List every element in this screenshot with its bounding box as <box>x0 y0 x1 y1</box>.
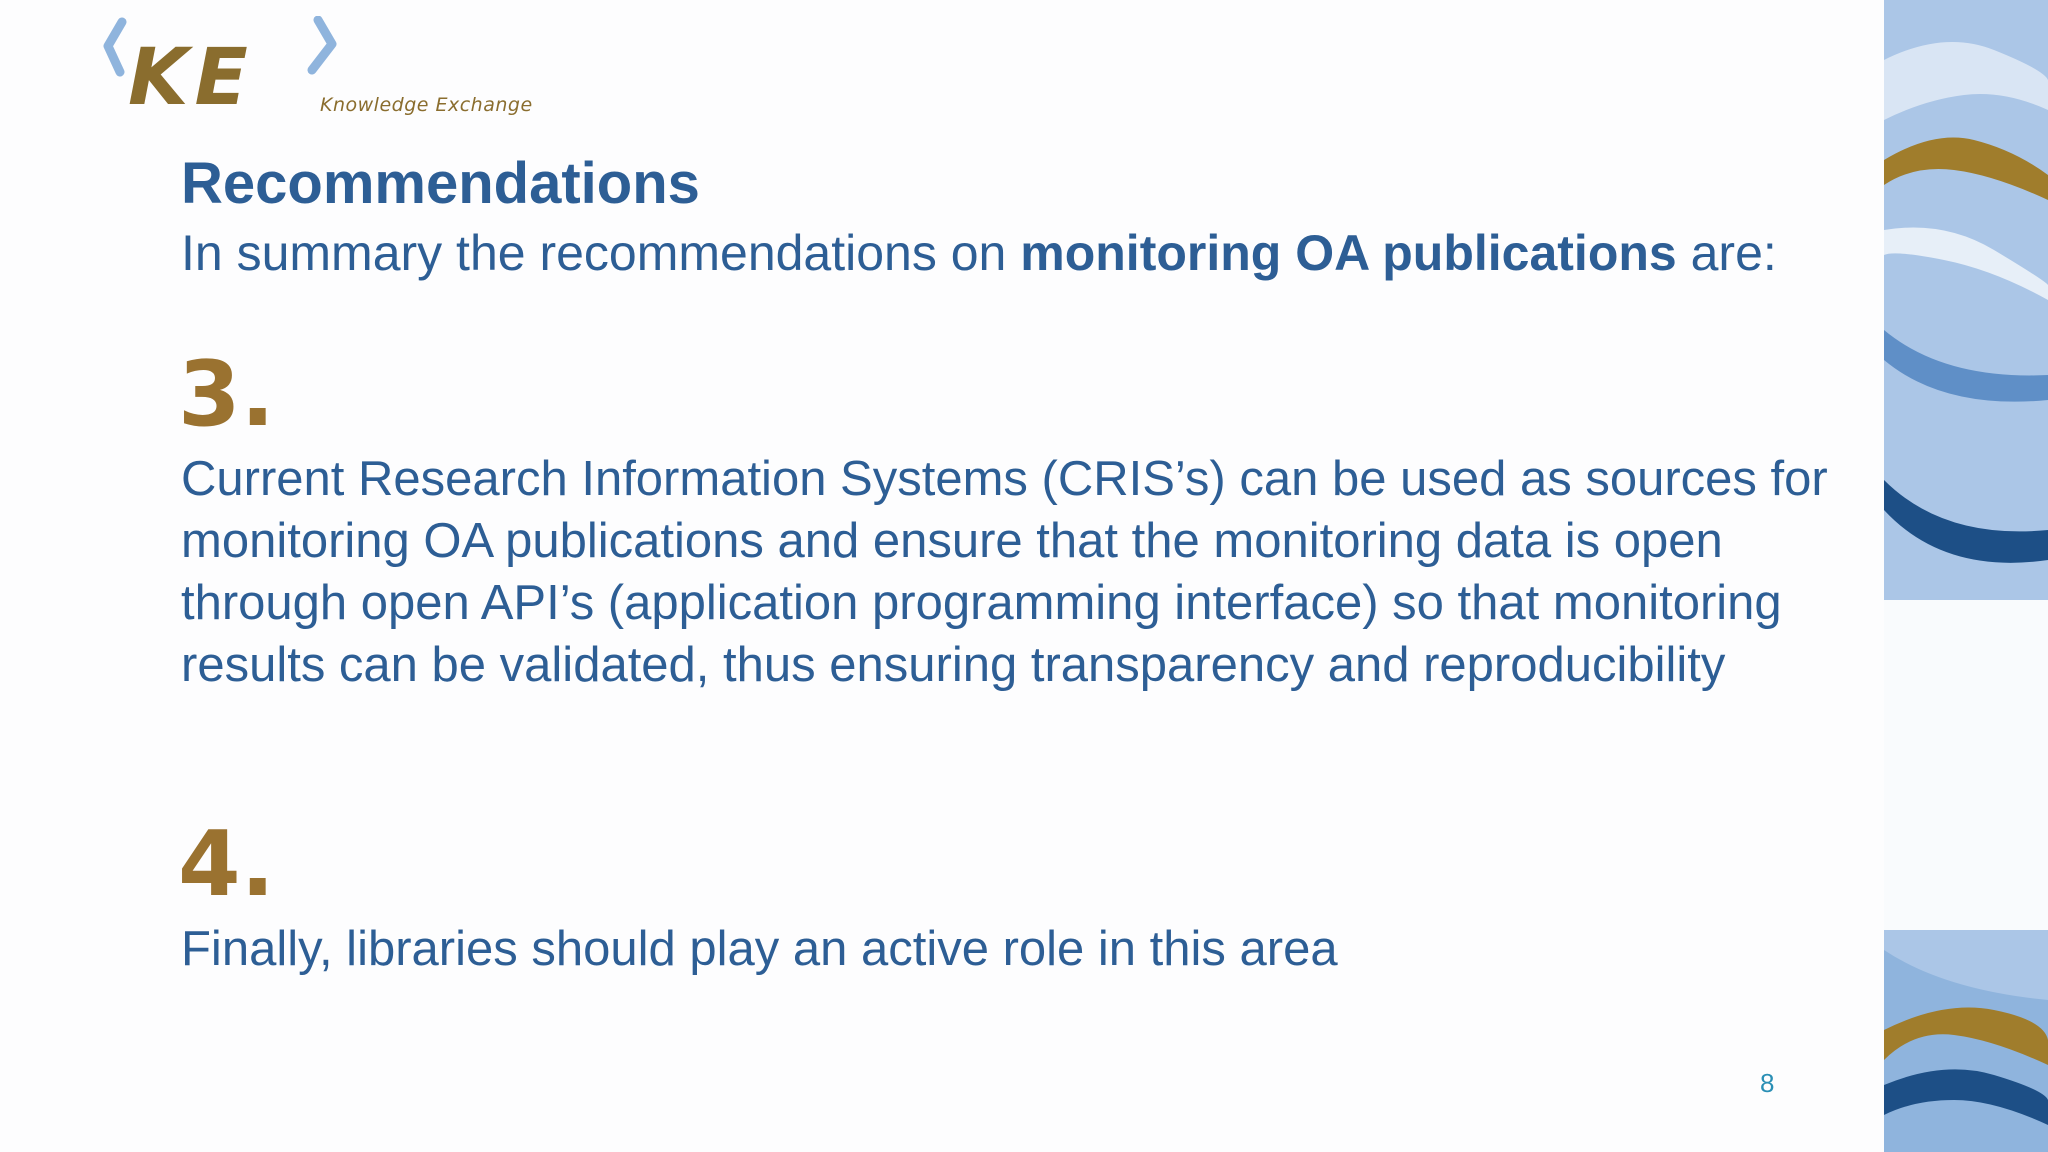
intro-suffix: are: <box>1676 225 1777 281</box>
intro-bold: monitoring OA publications <box>1020 225 1677 281</box>
item-number-3: 3. <box>178 342 275 447</box>
page-number: 8 <box>1760 1068 1775 1098</box>
item-text-4: Finally, libraries should play an active role in this area <box>181 922 1338 976</box>
intro-line <box>181 224 1777 282</box>
ke-logo <box>100 16 580 126</box>
logo-letters: KE <box>128 33 254 123</box>
item-number-4: 4. <box>178 812 275 917</box>
item-text-3: Current Research Information Systems (CRIS’s) can be used as sources for monitoring OA publications and ensure that the monitoring data is open through open API’s (application programming interface) so that monitoring results can be validated, thus ensuring transparency and reproducibility <box>181 452 1828 692</box>
slide-title: Recommendations <box>181 151 700 216</box>
logo-tagline: Knowledge Exchange <box>320 94 533 116</box>
decorative-wave-strip <box>1884 0 2048 1152</box>
intro-prefix: In summary the recommendations on <box>181 225 1021 281</box>
